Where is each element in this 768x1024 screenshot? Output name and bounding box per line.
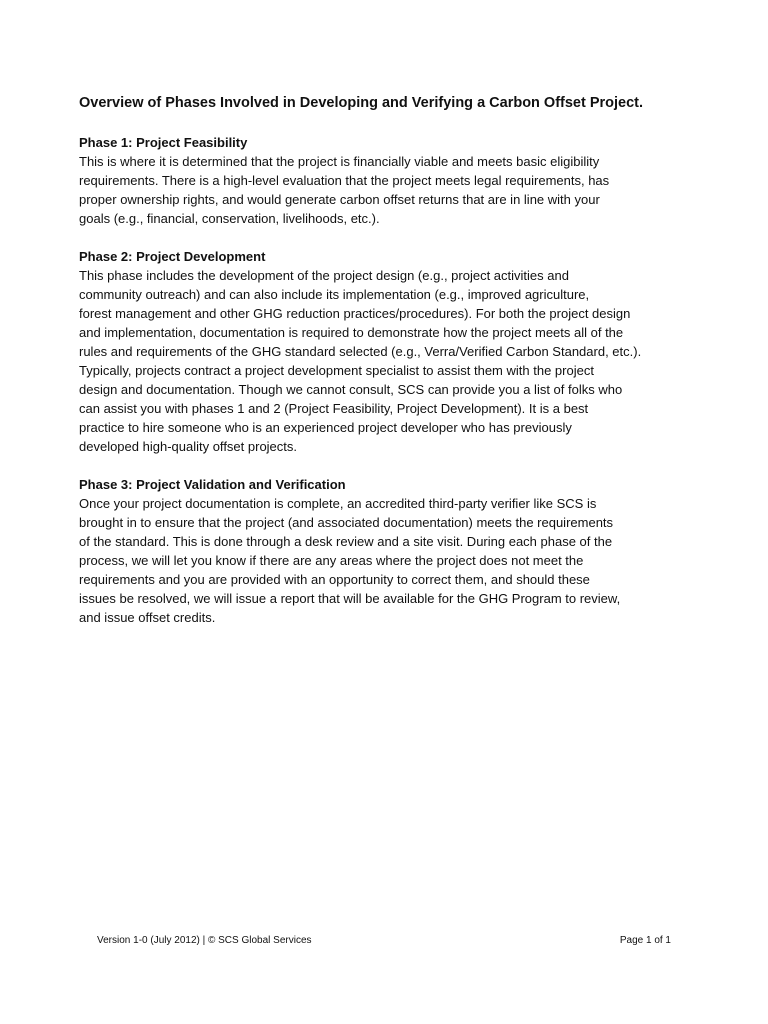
footer-page-number: Page 1 of 1 (619, 935, 671, 946)
text-line: can assist you with phases 1 and 2 (Project Feasibility, Project Development). It is a best (79, 401, 589, 416)
text-line: of the standard. This is done through a desk review and a site visit. During each phase of the (79, 534, 613, 549)
text-line: practice to hire someone who is an experienced project developer who has previously (79, 420, 572, 435)
text-line: proper ownership rights, and would generate carbon offset returns that are in line with your (79, 192, 600, 207)
text-line: Typically, projects contract a project development specialist to assist them with the project (79, 363, 594, 378)
phase-heading: Phase 2: Project Development (79, 249, 266, 264)
text-line: and issue offset credits. (79, 610, 216, 625)
phase-heading: Phase 3: Project Validation and Verification (79, 477, 346, 492)
text-line: requirements. There is a high-level evaluation that the project meets legal requirements, has (79, 173, 610, 188)
text-line: This is where it is determined that the project is financially viable and meets basic eligibility (79, 154, 600, 169)
text-line: forest management and other GHG reduction practices/procedures). For both the project design (79, 306, 631, 321)
phase-heading: Phase 1: Project Feasibility (79, 135, 248, 150)
text-line: community outreach) and can also include its implementation (e.g., improved agriculture, (79, 287, 590, 302)
text-line: issues be resolved, we will issue a report that will be available for the GHG Program to review, (79, 591, 621, 606)
text-line: brought in to ensure that the project (and associated documentation) meets the requirements (79, 515, 614, 530)
document-title: Overview of Phases Involved in Developing and Verifying a Carbon Offset Project. (79, 95, 644, 111)
text-line: This phase includes the development of the project design (e.g., project activities and (79, 268, 569, 283)
text-line: requirements and you are provided with an opportunity to correct them, and should these (79, 572, 590, 587)
phase-body (79, 152, 689, 228)
text-line: design and documentation. Though we cannot consult, SCS can provide you a list of folks who (79, 382, 623, 397)
phase-body (79, 494, 689, 627)
text-line: rules and requirements of the GHG standard selected (e.g., Verra/Verified Carbon Standard, etc.). (79, 344, 642, 359)
phase-section-1 (79, 133, 689, 228)
footer-version: Version 1-0 (July 2012) | © SCS Global Services (97, 935, 312, 946)
text-line: process, we will let you know if there are any areas where the project does not meet the (79, 553, 584, 568)
text-line: and implementation, documentation is required to demonstrate how the project meets all of the (79, 325, 624, 340)
text-line: Once your project documentation is complete, an accredited third-party verifier like SCS is (79, 496, 597, 511)
phase-section-2 (79, 247, 689, 456)
phase-section-3 (79, 475, 689, 627)
text-line: goals (e.g., financial, conservation, livelihoods, etc.). (79, 211, 380, 226)
phase-body (79, 266, 689, 456)
text-line: developed high-quality offset projects. (79, 439, 298, 454)
